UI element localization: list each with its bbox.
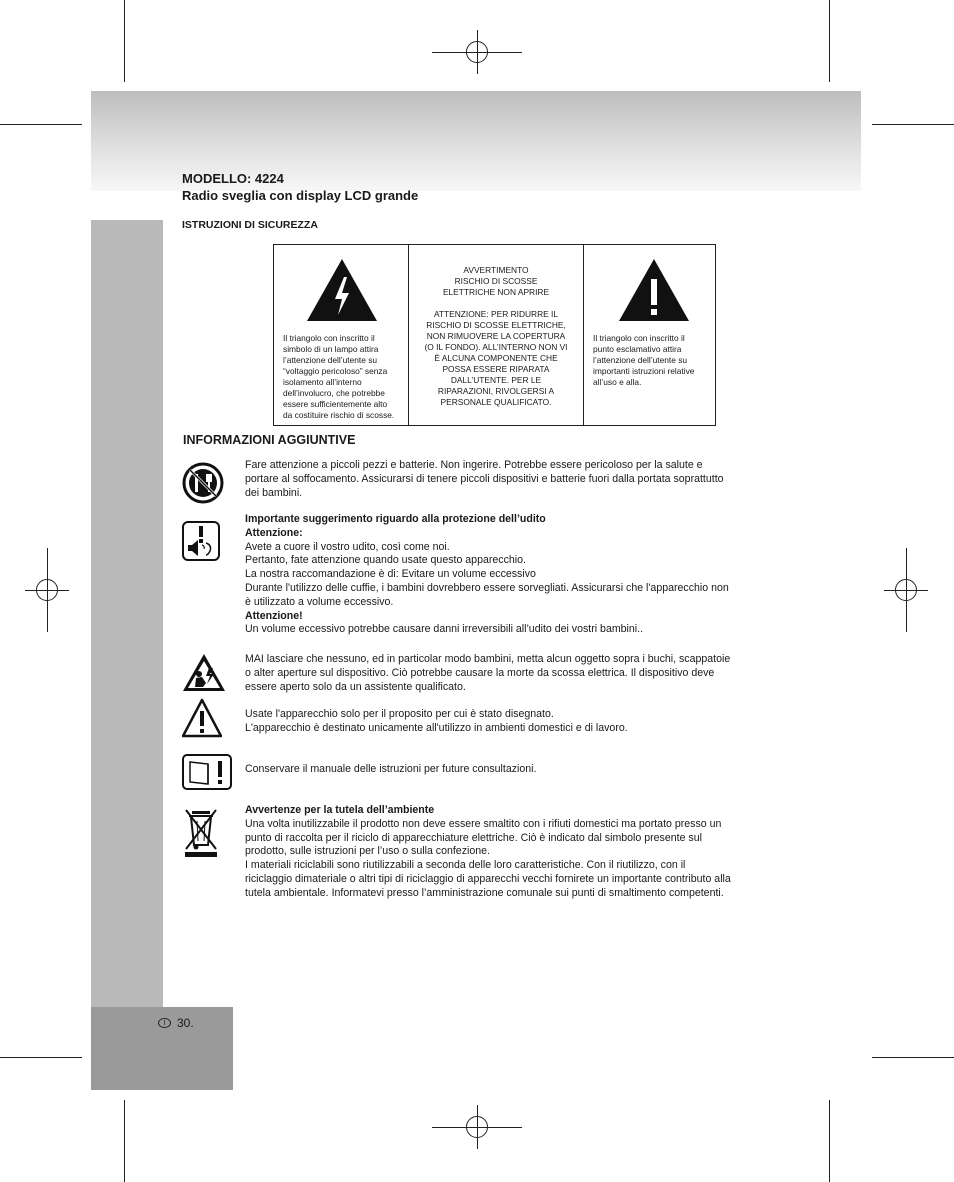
hearing-heading: Importante suggerimento riguardo alla protezione dell’udito bbox=[245, 513, 546, 525]
hearing-last-line: Un volume eccessivo potrebbe causare danni irreversibili all’udito dei vostri bambini.. bbox=[245, 623, 644, 636]
text-line: Avete a cuore il vostro udito, così come noi. bbox=[245, 540, 450, 553]
page-number-text: 30. bbox=[177, 1016, 194, 1030]
text-line: l’attenzione dell’utente su bbox=[283, 355, 378, 365]
model-number: MODELLO: 4224 bbox=[182, 171, 284, 186]
manual-book-icon bbox=[182, 754, 232, 795]
side-band bbox=[91, 220, 163, 1010]
text-line: portare al soffocamento. Assicurarsi di tenere piccoli dispositivi e batterie fuori dalla portata soprattutto bbox=[245, 472, 724, 485]
text-line: Durante l'utilizzo delle cuffie, i bambini dovrebbero essere sorvegliati. Assicurarsi che l'apparecchio non bbox=[245, 581, 729, 594]
exclamation-triangle-icon bbox=[617, 257, 691, 323]
text-line: Il triangolo con inscritto il bbox=[283, 333, 375, 343]
crop-mark bbox=[124, 0, 125, 82]
text-line: È ALCUNA COMPONENTE CHE bbox=[434, 353, 558, 363]
manual-line: Conservare il manuale delle istruzioni per future consultazioni. bbox=[245, 763, 537, 775]
shock-text bbox=[245, 653, 775, 694]
text-line: riciclaggio dimateriale o altri tipi di riciclaggio di apparecchi vecchi fornirete un importante contributo alla bbox=[245, 872, 731, 885]
crop-mark bbox=[829, 0, 830, 82]
language-badge: I bbox=[158, 1018, 171, 1028]
text-line: prodotto, sulle istruzioni per l’uso o sulla confezione. bbox=[245, 845, 490, 858]
registration-circle bbox=[466, 41, 488, 63]
text-line: NON RIMUOVERE LA COPERTURA bbox=[426, 331, 566, 341]
text-line: Usate l'apparecchio solo per il proposito per cui è stato disegnato. bbox=[245, 708, 554, 720]
text-line: Pertanto, fate attenzione quando usate questo apparecchio. bbox=[245, 554, 526, 567]
text-line: isolamento all’interno bbox=[283, 377, 362, 387]
text-line: DALL’UTENTE. PER LE bbox=[450, 375, 542, 385]
text-line: La nostra raccomandazione è di: Evitare un volume eccessivo bbox=[245, 568, 536, 581]
registration-circle bbox=[36, 579, 58, 601]
text-line: PERSONALE QUALIFICATO. bbox=[440, 397, 552, 407]
crop-mark bbox=[872, 124, 954, 125]
registration-circle bbox=[466, 1116, 488, 1138]
exclamation-explanation bbox=[593, 333, 717, 388]
caution-triangle-icon bbox=[182, 698, 222, 743]
model-heading bbox=[182, 170, 418, 204]
text-line: RIPARAZIONI, RIVOLGERSI A bbox=[437, 386, 555, 396]
page-number bbox=[158, 1016, 194, 1030]
crop-mark bbox=[872, 1057, 954, 1058]
text-line: punto di raccolta per il riciclo di apparecchiature elettriche. Ciò è indicato dal simbolo presente sul bbox=[245, 831, 702, 844]
text-line: AVVERTIMENTO bbox=[463, 265, 529, 275]
text-line: (O IL FONDO). ALL’INTERNO NON VI bbox=[424, 342, 568, 352]
registration-circle bbox=[895, 579, 917, 601]
hearing-attention-1: Attenzione: bbox=[245, 526, 303, 539]
safety-warning-table bbox=[273, 244, 716, 426]
center-warning-text bbox=[413, 265, 579, 408]
text-line: tutela ambientale. Informatevi presso l’amministrazione comunale sui punti di smaltimento competenti. bbox=[245, 886, 724, 899]
text-line: ATTENZIONE: PER RIDURRE IL bbox=[433, 309, 559, 319]
crop-mark bbox=[829, 1100, 830, 1182]
text-line: L'apparecchio è destinato unicamente all'utilizzo in ambienti domestici e di lavoro. bbox=[245, 721, 628, 734]
center-warning-cell bbox=[409, 245, 584, 425]
text-line: dei bambini. bbox=[245, 486, 303, 499]
text-line: è utilizzato a volume eccessivo. bbox=[245, 595, 394, 608]
lightning-cell bbox=[274, 245, 409, 425]
text-line: punto esclamativo attira bbox=[593, 344, 682, 354]
text-line: l’attenzione dell’utente su bbox=[593, 355, 688, 365]
crop-mark bbox=[0, 124, 82, 125]
text-line: o alter aperture sul dispositivo. Ciò potrebbe causare la morte da scossa elettrica. Il dispositivo deve bbox=[245, 666, 715, 679]
text-line: Il triangolo con inscritto il bbox=[593, 333, 685, 343]
text-line: Fare attenzione a piccoli pezzi e batterie. Non ingerire. Potrebbe essere pericoloso per la salute e bbox=[245, 459, 703, 471]
text-line: “voltaggio pericoloso” senza bbox=[283, 366, 388, 376]
crop-mark bbox=[0, 1057, 82, 1058]
crop-mark bbox=[124, 1100, 125, 1182]
safety-title: ISTRUZIONI DI SICUREZZA bbox=[182, 219, 318, 231]
text-line: RISCHIO DI SCOSSE ELETTRICHE, bbox=[426, 320, 566, 330]
hearing-text bbox=[245, 513, 775, 637]
info-title: INFORMAZIONI AGGIUNTIVE bbox=[183, 433, 356, 447]
product-name: Radio sveglia con display LCD grande bbox=[182, 188, 419, 203]
weee-bin-icon bbox=[183, 807, 219, 864]
purpose-text bbox=[245, 708, 775, 736]
manual-text bbox=[245, 763, 775, 777]
lightning-triangle-icon bbox=[305, 257, 379, 323]
hearing-warning-icon bbox=[182, 521, 220, 566]
text-line: MAI lasciare che nessuno, ed in particolar modo bambini, metta alcun oggetto sopra i buchi, scappatoie bbox=[245, 653, 731, 665]
hearing-attention-2: Attenzione! bbox=[245, 609, 303, 622]
text-line: essere aperto solo da un assistente qualificato. bbox=[245, 680, 466, 693]
environment-text bbox=[245, 804, 775, 901]
electric-shock-warning-icon bbox=[182, 652, 226, 697]
text-line: RISCHIO DI SCOSSE bbox=[454, 276, 538, 286]
no-small-parts-icon bbox=[182, 462, 224, 509]
text-line: I materiali riciclabili sono riutilizzabili a seconda delle loro caratteristiche. Con il riutilizzo, con il bbox=[245, 859, 686, 872]
text-line: dell’involucro, che potrebbe bbox=[283, 388, 385, 398]
text-line: Una volta inutilizzabile il prodotto non deve essere smaltito con i rifiuti domestici ma portato presso un bbox=[245, 817, 722, 830]
exclamation-cell bbox=[584, 245, 715, 425]
text-line: POSSA ESSERE RIPARATA bbox=[442, 364, 550, 374]
small-parts-text bbox=[245, 459, 775, 500]
environment-heading: Avvertenze per la tutela dell’ambiente bbox=[245, 804, 435, 816]
text-line: essere sufficientemente alto bbox=[283, 399, 388, 409]
lightning-explanation bbox=[283, 333, 407, 421]
text-line: ELETTRICHE NON APRIRE bbox=[442, 287, 550, 297]
text-line: importanti istruzioni relative bbox=[593, 366, 695, 376]
text-line: simbolo di un lampo attira bbox=[283, 344, 379, 354]
text-line: all’uso e alla. bbox=[593, 377, 642, 387]
text-line: da costituire rischio di scosse. bbox=[283, 410, 395, 420]
